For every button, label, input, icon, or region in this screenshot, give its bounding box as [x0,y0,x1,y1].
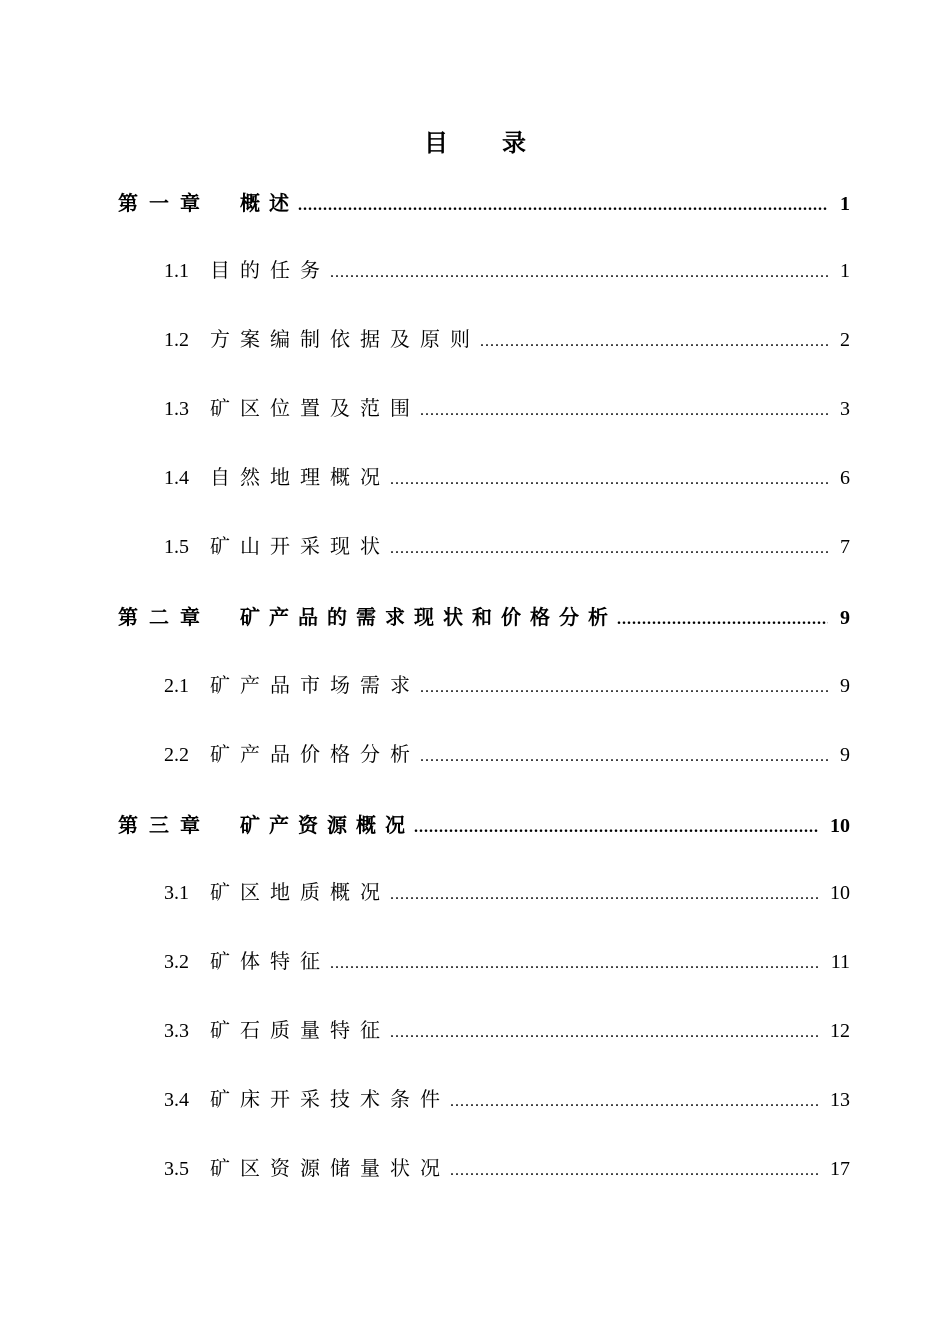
toc-entry-chapter-3[interactable] [118,808,850,844]
toc-entry-label: 矿产品的需求现状和价格分析 [240,607,617,629]
toc-title: 目 录 [424,131,550,157]
toc-entry-section-1-4[interactable] [164,460,850,496]
toc-entry-section-3-2[interactable] [164,944,850,980]
toc-entry-number: 3.2 [164,951,189,973]
toc-entry-number: 1.5 [164,536,189,558]
toc-dot-leader [617,602,828,638]
toc-dot-leader [330,946,818,982]
toc-entry-section-1-5[interactable] [164,529,850,565]
toc-dot-leader [420,393,828,429]
toc-entry-number: 3.4 [164,1089,189,1111]
toc-entry-page: 1 [840,260,850,282]
toc-entry-number: 3.3 [164,1020,189,1042]
toc-dot-leader [480,324,828,360]
toc-entry-number: 1.3 [164,398,189,420]
toc-entry-label: 目的任务 [210,260,330,282]
toc-dot-leader [414,810,818,846]
toc-entry-page: 9 [840,675,850,697]
toc-entry-chapter-1[interactable] [118,186,850,222]
toc-entry-page: 9 [840,607,850,629]
toc-entry-page: 1 [840,193,850,215]
toc-entry-page: 6 [840,467,850,489]
toc-entry-section-1-2[interactable] [164,322,850,358]
toc-dot-leader [390,531,828,567]
toc-entry-number: 2.1 [164,675,189,697]
toc-entry-label: 概述 [240,193,298,215]
toc-entry-page: 11 [830,951,850,973]
toc-entry-label: 矿产资源概况 [240,815,414,837]
toc-entry-label: 矿床开采技术条件 [210,1089,450,1111]
toc-entry-label: 矿山开采现状 [210,536,390,558]
toc-entry-number: 3.1 [164,882,189,904]
toc-entry-section-3-1[interactable] [164,875,850,911]
toc-entry-label: 矿区地质概况 [210,882,390,904]
toc-entry-number: 1.1 [164,260,189,282]
toc-entry-page: 12 [830,1020,850,1042]
toc-entry-section-2-2[interactable] [164,737,850,773]
toc-entry-page: 3 [840,398,850,420]
toc-entry-section-3-4[interactable] [164,1082,850,1118]
toc-entry-number: 2.2 [164,744,189,766]
toc-dot-leader [390,877,818,913]
toc-dot-leader [450,1153,818,1189]
toc-entry-label: 矿区资源储量状况 [210,1158,450,1180]
toc-entry-label: 自然地理概况 [210,467,390,489]
toc-entry-label: 矿产品价格分析 [210,744,420,766]
toc-entry-page: 9 [840,744,850,766]
toc-dot-leader [420,739,828,775]
toc-entry-label: 矿体特征 [210,951,330,973]
toc-entry-number: 3.5 [164,1158,189,1180]
toc-entry-label: 矿区位置及范围 [210,398,420,420]
toc-entry-number: 第三章 [118,815,211,837]
toc-entry-number: 第一章 [118,193,211,215]
toc-entry-section-3-3[interactable] [164,1013,850,1049]
toc-dot-leader [390,462,828,498]
toc-entry-label: 方案编制依据及原则 [210,329,480,351]
toc-dot-leader [420,670,828,706]
toc-entry-section-1-3[interactable] [164,391,850,427]
toc-dot-leader [330,255,828,291]
toc-entry-page: 7 [840,536,850,558]
toc-entry-number: 第二章 [118,607,211,629]
toc-entry-page: 17 [830,1158,850,1180]
toc-entry-label: 矿产品市场需求 [210,675,420,697]
toc-dot-leader [450,1084,818,1120]
toc-entry-chapter-2[interactable] [118,600,850,636]
toc-entry-page: 13 [830,1089,850,1111]
toc-entry-section-3-5[interactable] [164,1151,850,1187]
toc-entry-page: 2 [840,329,850,351]
toc-dot-leader [298,188,828,224]
toc-entry-number: 1.4 [164,467,189,489]
toc-dot-leader [390,1015,818,1051]
toc-entry-label: 矿石质量特征 [210,1020,390,1042]
toc-entry-page: 10 [830,815,850,837]
toc-entry-page: 10 [830,882,850,904]
toc-entry-section-2-1[interactable] [164,668,850,704]
toc-entry-number: 1.2 [164,329,189,351]
toc-entry-section-1-1[interactable] [164,253,850,289]
